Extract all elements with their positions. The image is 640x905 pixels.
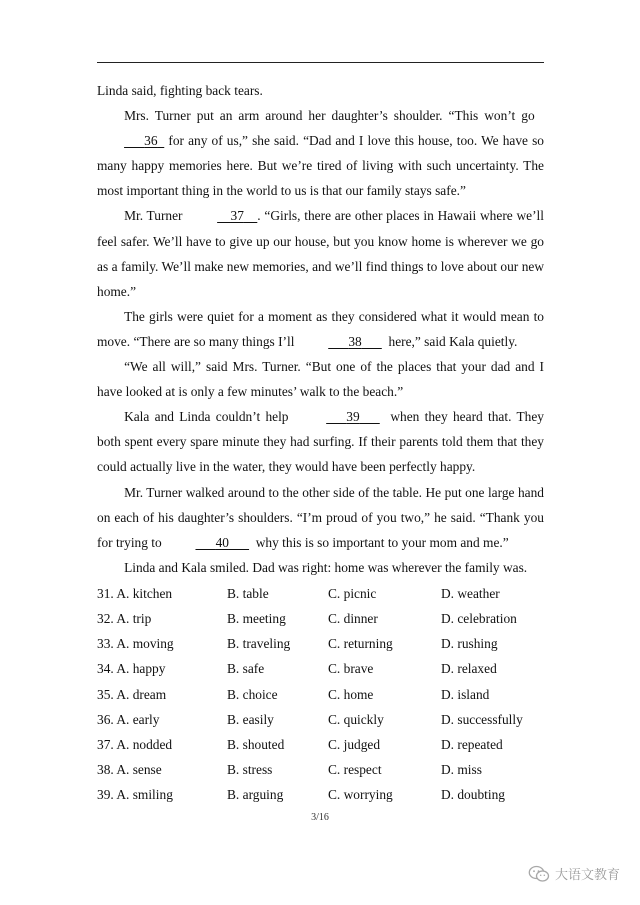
paragraph — [97, 404, 544, 479]
option-a: 34. A. happy — [97, 661, 166, 677]
option-b: B. arguing — [227, 787, 284, 803]
passage-text: Mr. Turner walked around to the other side of the table. He put one large hand on each of his daughter’s shoulders. “I’m proud of you two,” he said. “Thank you for trying to — [97, 484, 544, 550]
option-a: 33. A. moving — [97, 636, 174, 652]
passage-text: . “Girls, there are other places in Hawaii where we’ll feel safer. We’ll have to give up our house, but you know home is wherever we go as a family. We’ll make new memories, and we’ll find things to love about our new home.” — [97, 208, 544, 299]
option-b: B. meeting — [227, 611, 286, 627]
option-row — [97, 682, 557, 707]
option-d: D. rushing — [441, 636, 498, 652]
option-b: B. choice — [227, 686, 278, 702]
paragraph — [97, 304, 544, 354]
option-d: D. celebration — [441, 611, 517, 627]
paragraph — [97, 354, 544, 404]
option-d: D. relaxed — [441, 661, 497, 677]
option-row — [97, 581, 557, 606]
option-c: C. respect — [328, 761, 382, 777]
passage-text: Linda said, fighting back tears. — [97, 83, 263, 98]
option-row — [97, 782, 557, 807]
paragraph — [97, 78, 544, 103]
passage-text: Linda and Kala smiled. Dad was right: home was wherever the family was. — [124, 559, 528, 575]
blank-39: 39 — [346, 409, 360, 425]
page-number: 3/16 — [311, 812, 329, 823]
blank-36: 36 — [144, 133, 158, 149]
option-row — [97, 707, 557, 732]
option-d: D. island — [441, 686, 490, 702]
option-d: D. repeated — [441, 736, 503, 752]
watermark-text: 大语文教育 — [554, 868, 620, 883]
option-b: B. easily — [227, 711, 274, 727]
option-c: C. quickly — [328, 711, 384, 727]
passage-text: Mr. Turner — [124, 208, 183, 224]
option-c: C. returning — [328, 636, 393, 652]
paragraph — [97, 480, 544, 555]
wechat-icon — [528, 865, 550, 883]
option-b: B. table — [227, 586, 269, 601]
option-a: 37. A. nodded — [97, 736, 173, 752]
option-d: D. weather — [441, 586, 500, 601]
passage — [97, 78, 544, 580]
option-a: 39. A. smiling — [97, 787, 173, 803]
option-a: 35. A. dream — [97, 686, 167, 702]
option-c: C. judged — [328, 736, 381, 752]
blank-38: 38 — [348, 333, 362, 349]
blank-40: 40 — [215, 534, 229, 550]
option-c: C. brave — [328, 661, 374, 677]
option-a: 38. A. sense — [97, 761, 162, 777]
option-c: C. home — [328, 686, 374, 702]
option-d: D. successfully — [441, 711, 523, 727]
option-a: 31. A. kitchen — [97, 586, 173, 601]
paragraph — [97, 203, 544, 303]
passage-text: here,” said Kala quietly. — [388, 333, 518, 349]
option-row — [97, 631, 557, 656]
passage-text: Mrs. Turner put an arm around her daughter’s shoulder. “This won’t go — [124, 108, 535, 124]
option-row — [97, 732, 557, 757]
passage-text: why this is so important to your mom and me.” — [255, 534, 509, 550]
passage-text: The girls were quiet for a moment as they considered what it would mean to move. “There are so many things I’ll — [97, 308, 544, 349]
option-b: B. safe — [227, 661, 265, 677]
option-row — [97, 606, 557, 631]
option-row — [97, 656, 557, 681]
paragraph — [97, 555, 544, 580]
option-c: C. worrying — [328, 787, 393, 803]
option-row — [97, 757, 557, 782]
header-rule — [97, 62, 544, 63]
option-b: B. traveling — [227, 636, 291, 652]
option-a: 36. A. early — [97, 711, 160, 727]
passage-text: when they heard that. They both spent every spare minute they had surfing. If their parents told them that they could actually live in the water, they would have been perfectly happy. — [97, 409, 544, 475]
option-a: 32. A. trip — [97, 611, 152, 627]
option-c: C. dinner — [328, 611, 378, 627]
answer-options — [97, 581, 557, 807]
passage-text: Kala and Linda couldn’t help — [124, 409, 289, 425]
passage-text: for any of us,” she said. “Dad and I love this house, too. We have so many happy memories here. But we’re tired of living with such uncertainty. The most important thing in the world to us is that our family stays safe.” — [97, 133, 544, 199]
paragraph — [97, 103, 544, 203]
blank-37: 37 — [230, 208, 244, 224]
option-c: C. picnic — [328, 586, 377, 601]
option-d: D. miss — [441, 761, 482, 777]
option-b: B. stress — [227, 761, 273, 777]
option-b: B. shouted — [227, 736, 285, 752]
watermark — [528, 864, 620, 883]
passage-text: “We all will,” said Mrs. Turner. “But one of the places that your dad and I have looked at is only a few minutes’ walk to the beach.” — [97, 359, 544, 400]
option-d: D. doubting — [441, 787, 505, 803]
